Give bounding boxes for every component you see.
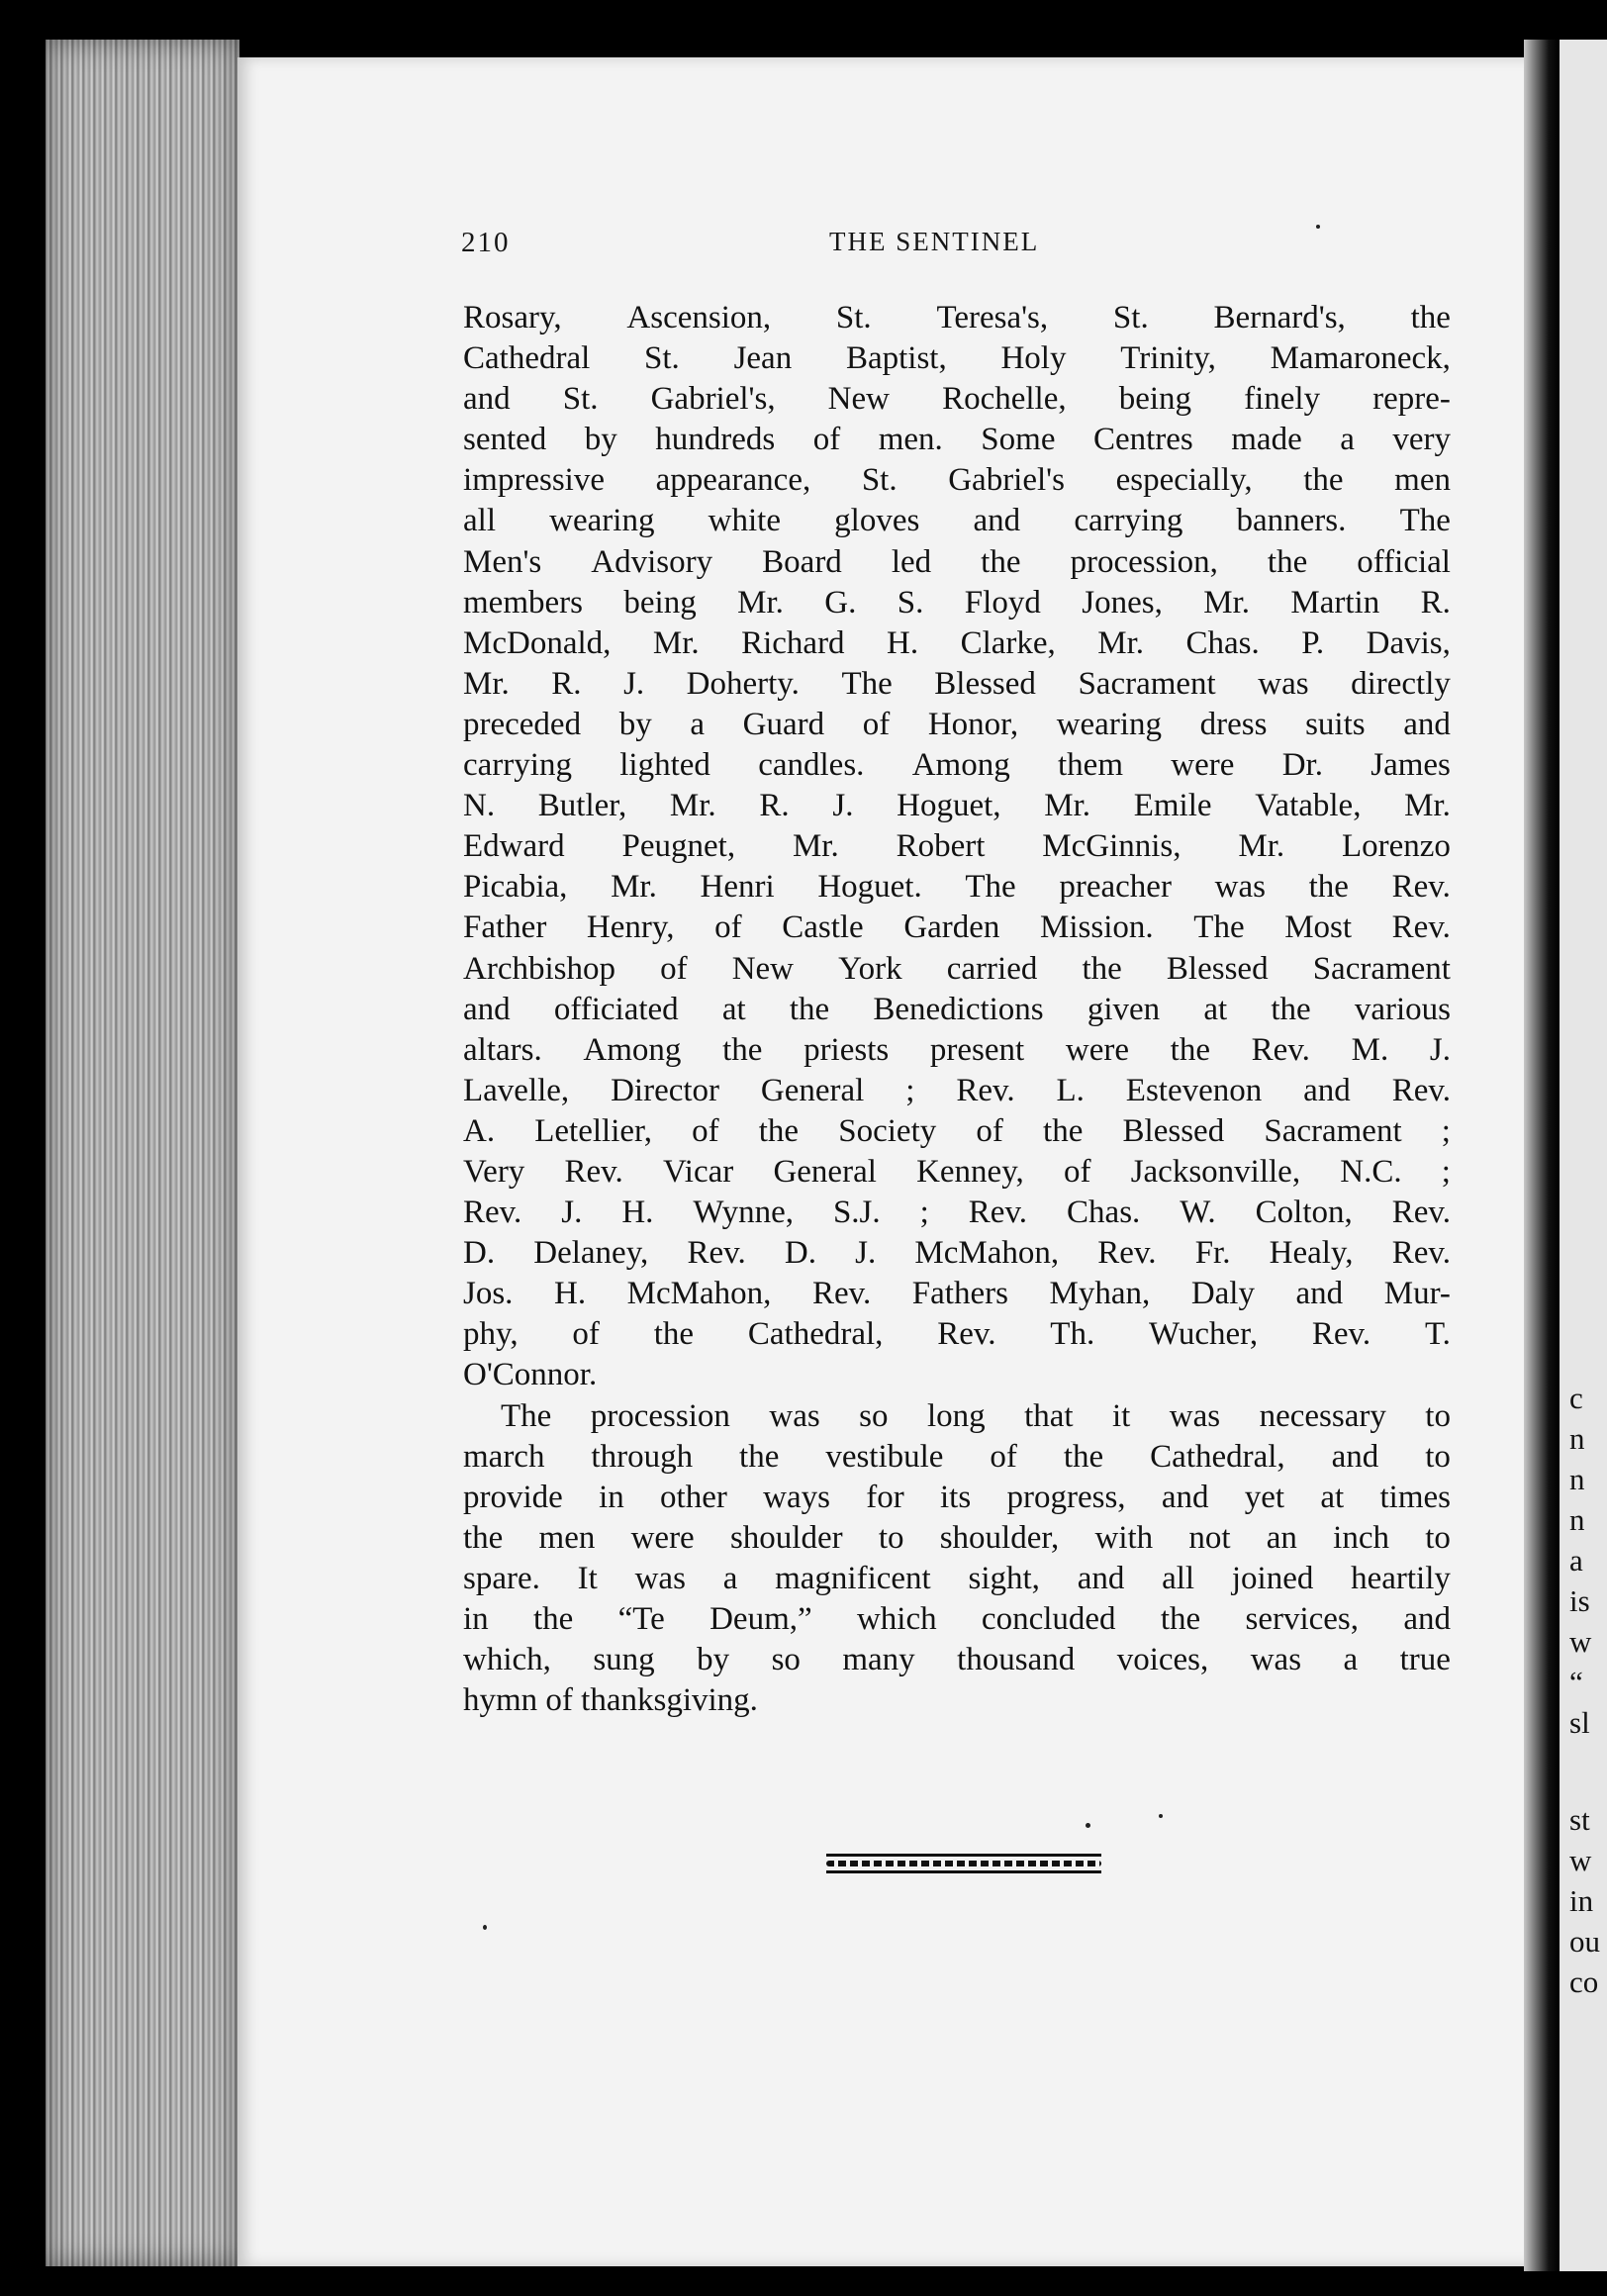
facing-page-fragment: in xyxy=(1569,1883,1594,1918)
dust-speck xyxy=(483,1925,487,1930)
facing-page-fragment: “ xyxy=(1569,1665,1583,1699)
running-head xyxy=(461,227,1451,266)
text-line: Father Henry, of Castle Garden Mission. The Most Rev. xyxy=(463,909,1451,946)
text-line: in the “Te Deum,” which concluded the services, and xyxy=(463,1601,1451,1637)
text-line: impressive appearance, St. Gabriel's especially, the men xyxy=(463,462,1451,499)
paragraph xyxy=(463,1396,1451,1722)
facing-page-fragment: w xyxy=(1569,1624,1592,1659)
section-divider-ornament xyxy=(826,1854,1101,1875)
text-line: Archbishop of New York carried the Blessed Sacrament xyxy=(463,950,1451,987)
text-line: Rev. J. H. Wynne, S.J. ; Rev. Chas. W. Colton, Rev. xyxy=(463,1195,1451,1231)
text-line: Picabia, Mr. Henri Hoguet. The preacher was the Rev. xyxy=(463,869,1451,906)
text-line: Jos. H. McMahon, Rev. Fathers Myhan, Daly and Mur- xyxy=(463,1276,1451,1312)
text-line: sented by hundreds of men. Some Centres made a very xyxy=(463,422,1451,458)
text-line: Rosary, Ascension, St. Teresa's, St. Bernard's, the xyxy=(463,300,1451,335)
text-line: spare. It was a magnificent sight, and all joined heartily xyxy=(463,1560,1451,1596)
facing-page-fragment: sl xyxy=(1569,1705,1590,1740)
text-line: phy, of the Cathedral, Rev. Th. Wucher, Rev. T. xyxy=(463,1316,1451,1353)
divider-line xyxy=(826,1870,1101,1873)
text-line: preceded by a Guard of Honor, wearing dress suits and xyxy=(463,706,1451,742)
facing-page-fragment: co xyxy=(1569,1964,1599,1999)
divider-wave xyxy=(826,1861,1101,1866)
text-line: march through the vestibule of the Cathedral, and to xyxy=(463,1438,1451,1475)
text-line: hymn of thanksgiving. xyxy=(463,1682,758,1719)
text-line: O'Connor. xyxy=(463,1357,598,1393)
dust-speck xyxy=(1316,225,1320,229)
text-line: the men were shoulder to shoulder, with not an inch to xyxy=(463,1519,1451,1556)
text-line: and officiated at the Benedictions given at the various xyxy=(463,991,1451,1027)
facing-page-fragment: st xyxy=(1569,1802,1590,1837)
text-line: D. Delaney, Rev. D. J. McMahon, Rev. Fr. Healy, Rev. xyxy=(463,1235,1451,1272)
text-line: which, sung by so many thousand voices, was a true xyxy=(463,1642,1451,1678)
text-line: Edward Peugnet, Mr. Robert McGinnis, Mr. Lorenzo xyxy=(463,828,1451,865)
facing-page-fragment: n xyxy=(1569,1421,1585,1456)
facing-page-edge xyxy=(1560,40,1607,2271)
facing-page-fragment: ou xyxy=(1569,1924,1600,1959)
text-line: members being Mr. G. S. Floyd Jones, Mr. Martin R. xyxy=(463,584,1451,621)
text-line: McDonald, Mr. Richard H. Clarke, Mr. Chas. P. Davis, xyxy=(463,624,1451,661)
text-line: Lavelle, Director General ; Rev. L. Estevenon and Rev. xyxy=(463,1072,1451,1108)
dust-speck xyxy=(1086,1823,1090,1828)
facing-page-fragment: w xyxy=(1569,1843,1592,1877)
text-line: all wearing white gloves and carrying banners. The xyxy=(463,503,1451,539)
page-number: 210 xyxy=(461,227,511,258)
divider-line xyxy=(826,1854,1101,1857)
text-line: A. Letellier, of the Society of the Blessed Sacrament ; xyxy=(463,1112,1451,1149)
facing-page-fragment: is xyxy=(1569,1583,1590,1618)
facing-page-fragment: n xyxy=(1569,1462,1585,1496)
text-line: provide in other ways for its progress, and yet at times xyxy=(463,1479,1451,1515)
text-line: The procession was so long that it was necessary to xyxy=(501,1397,1451,1434)
text-line: carrying lighted candles. Among them were Dr. James xyxy=(463,747,1451,784)
text-line: N. Butler, Mr. R. J. Hoguet, Mr. Emile Vatable, Mr. xyxy=(463,788,1451,824)
text-line: altars. Among the priests present were the Rev. M. J. xyxy=(463,1031,1451,1068)
stacked-page-edges xyxy=(46,40,239,2266)
paragraph xyxy=(463,298,1451,1396)
text-line: Very Rev. Vicar General Kenney, of Jacksonville, N.C. ; xyxy=(463,1153,1451,1190)
text-line: Mr. R. J. Doherty. The Blessed Sacrament was directly xyxy=(463,665,1451,702)
text-line: and St. Gabriel's, New Rochelle, being finely repre- xyxy=(463,381,1451,418)
facing-page-fragment: c xyxy=(1569,1381,1583,1415)
journal-title: THE SENTINEL xyxy=(829,227,1040,256)
facing-page-fragment: n xyxy=(1569,1502,1585,1537)
facing-page-fragment: a xyxy=(1569,1543,1583,1578)
article-text xyxy=(463,298,1451,1721)
text-line: Men's Advisory Board led the procession, the official xyxy=(463,543,1451,580)
text-line: Cathedral St. Jean Baptist, Holy Trinity, Mamaroneck, xyxy=(463,340,1451,377)
dust-speck xyxy=(1159,1814,1163,1818)
book-gutter-shadow xyxy=(1524,40,1560,2271)
